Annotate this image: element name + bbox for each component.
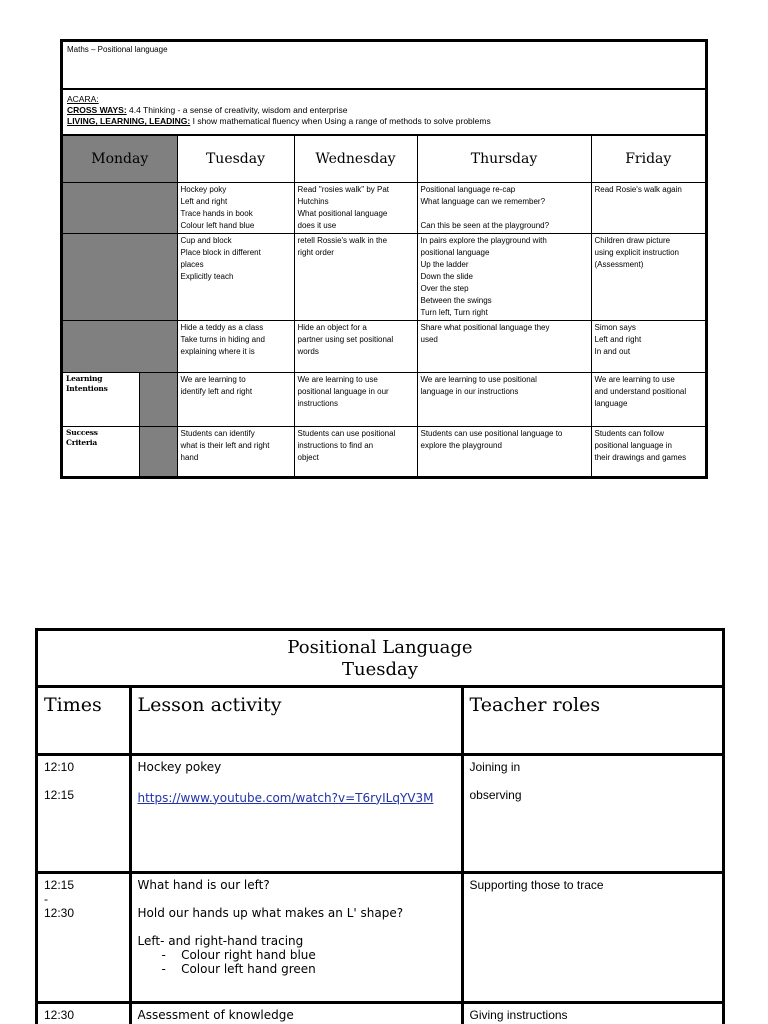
lesson-row xyxy=(38,872,725,1002)
lesson-times xyxy=(38,872,130,1002)
text-line: Supporting those to trace xyxy=(469,877,604,892)
text-line xyxy=(421,208,588,220)
text-line: What hand is our left? xyxy=(137,877,270,892)
session-cell xyxy=(417,321,591,373)
text-line: object xyxy=(297,453,319,462)
text-line: positional language in xyxy=(594,441,672,450)
text-line: Criteria xyxy=(66,438,98,447)
session-cell xyxy=(591,321,705,373)
activity-header: Lesson activity xyxy=(130,688,462,754)
text-line: positional language in our xyxy=(297,387,389,396)
text-line: language xyxy=(594,399,628,408)
living-learning-text: I show mathematical fluency when Using a range of methods to solve problems xyxy=(190,116,491,126)
cross-ways-text: 4.4 Thinking - a sense of creativity, wisdom and enterprise xyxy=(126,105,348,115)
text-line: Between the swings xyxy=(420,296,492,305)
text-line: Children draw picture xyxy=(594,236,671,245)
success-criteria-label xyxy=(63,427,139,476)
text-line: Students can identify xyxy=(180,429,255,438)
session-row xyxy=(63,321,705,373)
text-line: Learning xyxy=(66,374,103,383)
text-line: Left and right xyxy=(594,335,642,344)
lesson-times xyxy=(38,754,130,872)
session-row xyxy=(63,183,705,234)
lesson-subtitle: Tuesday xyxy=(342,659,418,680)
session-cell xyxy=(294,183,417,234)
text-line: In and out xyxy=(594,347,631,356)
text-line: instructions to find an xyxy=(297,441,374,450)
session-row xyxy=(63,234,705,321)
monday-cell xyxy=(63,321,177,373)
session-cell xyxy=(417,234,591,321)
criteria-cell xyxy=(177,427,294,476)
text-line: Hold our hands up what makes an L' shape? xyxy=(137,905,404,920)
text-line: 12:30 xyxy=(44,1007,75,1022)
session-cell xyxy=(417,183,591,234)
text-line: Cup and block xyxy=(180,236,232,245)
text-line: and understand positional xyxy=(594,387,687,396)
cross-ways-label: CROSS WAYS: xyxy=(67,105,127,115)
day-header-friday: Friday xyxy=(591,136,705,183)
text-line: Hutchins xyxy=(297,197,329,206)
session-cell xyxy=(591,183,705,234)
text-line: what is their left and right xyxy=(180,441,270,450)
acara-label: ACARA: xyxy=(67,94,99,104)
text-line: In pairs explore the playground with xyxy=(420,236,547,245)
curriculum-links xyxy=(63,90,705,136)
text-line: Over the step xyxy=(420,284,469,293)
living-learning-label: LIVING, LEARNING, LEADING: xyxy=(67,116,191,126)
session-cell xyxy=(294,234,417,321)
planner-title: Maths – Positional language xyxy=(63,42,705,90)
lesson-roles xyxy=(462,1002,725,1024)
monday-cell xyxy=(139,373,177,427)
lesson-title: Positional Language xyxy=(287,637,473,658)
criteria-cell xyxy=(294,427,417,476)
lesson-roles xyxy=(462,754,725,872)
text-line: words xyxy=(297,347,319,356)
text-line: Students can follow xyxy=(594,429,664,438)
text-line: identify left and right xyxy=(180,387,253,396)
text-line: positional language xyxy=(420,248,490,257)
text-line xyxy=(44,774,123,788)
session-cell xyxy=(591,234,705,321)
roles-header: Teacher roles xyxy=(462,688,725,754)
learning-intentions-row xyxy=(63,373,705,427)
intention-cell xyxy=(294,373,417,427)
day-header-wednesday: Wednesday xyxy=(294,136,417,183)
text-line: partner using set positional xyxy=(297,335,394,344)
bullet-item: - Colour left hand green xyxy=(161,961,316,976)
lesson-times xyxy=(38,1002,130,1024)
text-line: instructions xyxy=(297,399,338,408)
intention-cell xyxy=(591,373,705,427)
intention-cell xyxy=(177,373,294,427)
activity-text: Hockey pokey xyxy=(137,759,222,774)
text-line: does it use xyxy=(297,221,337,230)
bullet-item: - Colour right hand blue xyxy=(161,947,316,962)
text-line: What positional language xyxy=(297,209,388,218)
lesson-row xyxy=(38,754,725,872)
text-line: Trace hands in book xyxy=(180,209,253,218)
times-header: Times xyxy=(38,688,130,754)
text-line: 12:15 xyxy=(44,787,75,802)
text-line: explaining where it is xyxy=(180,347,255,356)
text-line: observing xyxy=(469,787,522,802)
session-cell xyxy=(294,321,417,373)
text-line: using explicit instruction xyxy=(594,248,679,257)
text-line: Share what positional language they xyxy=(420,323,550,332)
activity-text: Assessment of knowledge xyxy=(130,1002,462,1024)
text-line: Left- and right-hand tracing xyxy=(137,933,304,948)
lesson-header xyxy=(38,631,722,688)
day-header-monday: Monday xyxy=(63,136,177,183)
text-line: Students can use positional language to xyxy=(420,429,563,438)
session-cell xyxy=(177,183,294,234)
text-line: Hide an object for a xyxy=(297,323,367,332)
lesson-column-headers xyxy=(38,688,725,754)
text-line: - xyxy=(44,891,48,906)
monday-cell xyxy=(63,234,177,321)
text-line: Giving instructions xyxy=(469,1007,568,1022)
text-line: We are learning to use positional xyxy=(420,375,537,384)
monday-cell xyxy=(139,427,177,476)
intention-cell xyxy=(417,373,591,427)
learning-intentions-label xyxy=(63,373,139,427)
text-line: right order xyxy=(297,248,334,257)
lesson-row xyxy=(38,1002,725,1024)
text-line: Positional language re-cap xyxy=(420,185,516,194)
text-line: Read "rosies walk" by Pat xyxy=(297,185,389,194)
activity-bullets xyxy=(138,948,455,976)
text-line: We are learning to use xyxy=(594,375,675,384)
youtube-link[interactable]: https://www.youtube.com/watch?v=T6ryILqYV3M xyxy=(137,790,434,805)
text-line: Place block in different xyxy=(180,248,261,257)
text-line xyxy=(138,892,455,906)
text-line: Up the ladder xyxy=(420,260,469,269)
text-line: Down the slide xyxy=(420,272,473,281)
lesson-roles xyxy=(462,872,725,1002)
text-line: Intentions xyxy=(66,384,108,393)
text-line: 12:10 xyxy=(44,759,75,774)
day-header-thursday: Thursday xyxy=(417,136,591,183)
text-line: Students can use positional xyxy=(297,429,396,438)
text-line: Hockey poky xyxy=(180,185,227,194)
text-line: hand xyxy=(180,453,199,462)
text-line: Colour left hand blue xyxy=(180,221,255,230)
session-cell xyxy=(177,321,294,373)
text-line: We are learning to use xyxy=(297,375,378,384)
text-line: We are learning to xyxy=(180,375,246,384)
text-line xyxy=(470,774,723,788)
weekly-planner xyxy=(60,39,708,479)
text-line: 12:15 xyxy=(44,877,75,892)
text-line: Take turns in hiding and xyxy=(180,335,265,344)
lesson-plan xyxy=(35,628,725,1024)
text-line xyxy=(138,920,455,934)
text-line: retell Rossie's walk in the xyxy=(297,236,388,245)
text-line: Joining in xyxy=(469,759,521,774)
text-line: explore the playground xyxy=(420,441,502,450)
text-line: 12:30 xyxy=(44,905,75,920)
text-line: Success xyxy=(66,428,98,437)
lesson-activity xyxy=(130,754,462,872)
text-line: Can this be seen at the playground? xyxy=(420,221,550,230)
text-line: language in our instructions xyxy=(420,387,519,396)
week-table xyxy=(63,136,705,476)
criteria-cell xyxy=(417,427,591,476)
monday-cell xyxy=(63,183,177,234)
lesson-activity xyxy=(130,872,462,1002)
success-criteria-row xyxy=(63,427,705,476)
text-line: their drawings and games xyxy=(594,453,687,462)
text-line: Hide a teddy as a class xyxy=(180,323,264,332)
text-line: What language can we remember? xyxy=(420,197,546,206)
day-header-row xyxy=(63,136,705,183)
lesson-table xyxy=(38,688,725,1024)
text-line: (Assessment) xyxy=(594,260,644,269)
text-line: Simon says xyxy=(594,323,636,332)
text-line: places xyxy=(180,260,204,269)
activity-lines xyxy=(138,878,455,948)
text-line: Explicitly teach xyxy=(180,272,234,281)
day-header-tuesday: Tuesday xyxy=(177,136,294,183)
session-cell xyxy=(177,234,294,321)
text-line: Read Rosie's walk again xyxy=(594,185,682,194)
text-line: Turn left, Turn right xyxy=(420,308,488,317)
text-line: used xyxy=(420,335,438,344)
text-line: Left and right xyxy=(180,197,228,206)
criteria-cell xyxy=(591,427,705,476)
